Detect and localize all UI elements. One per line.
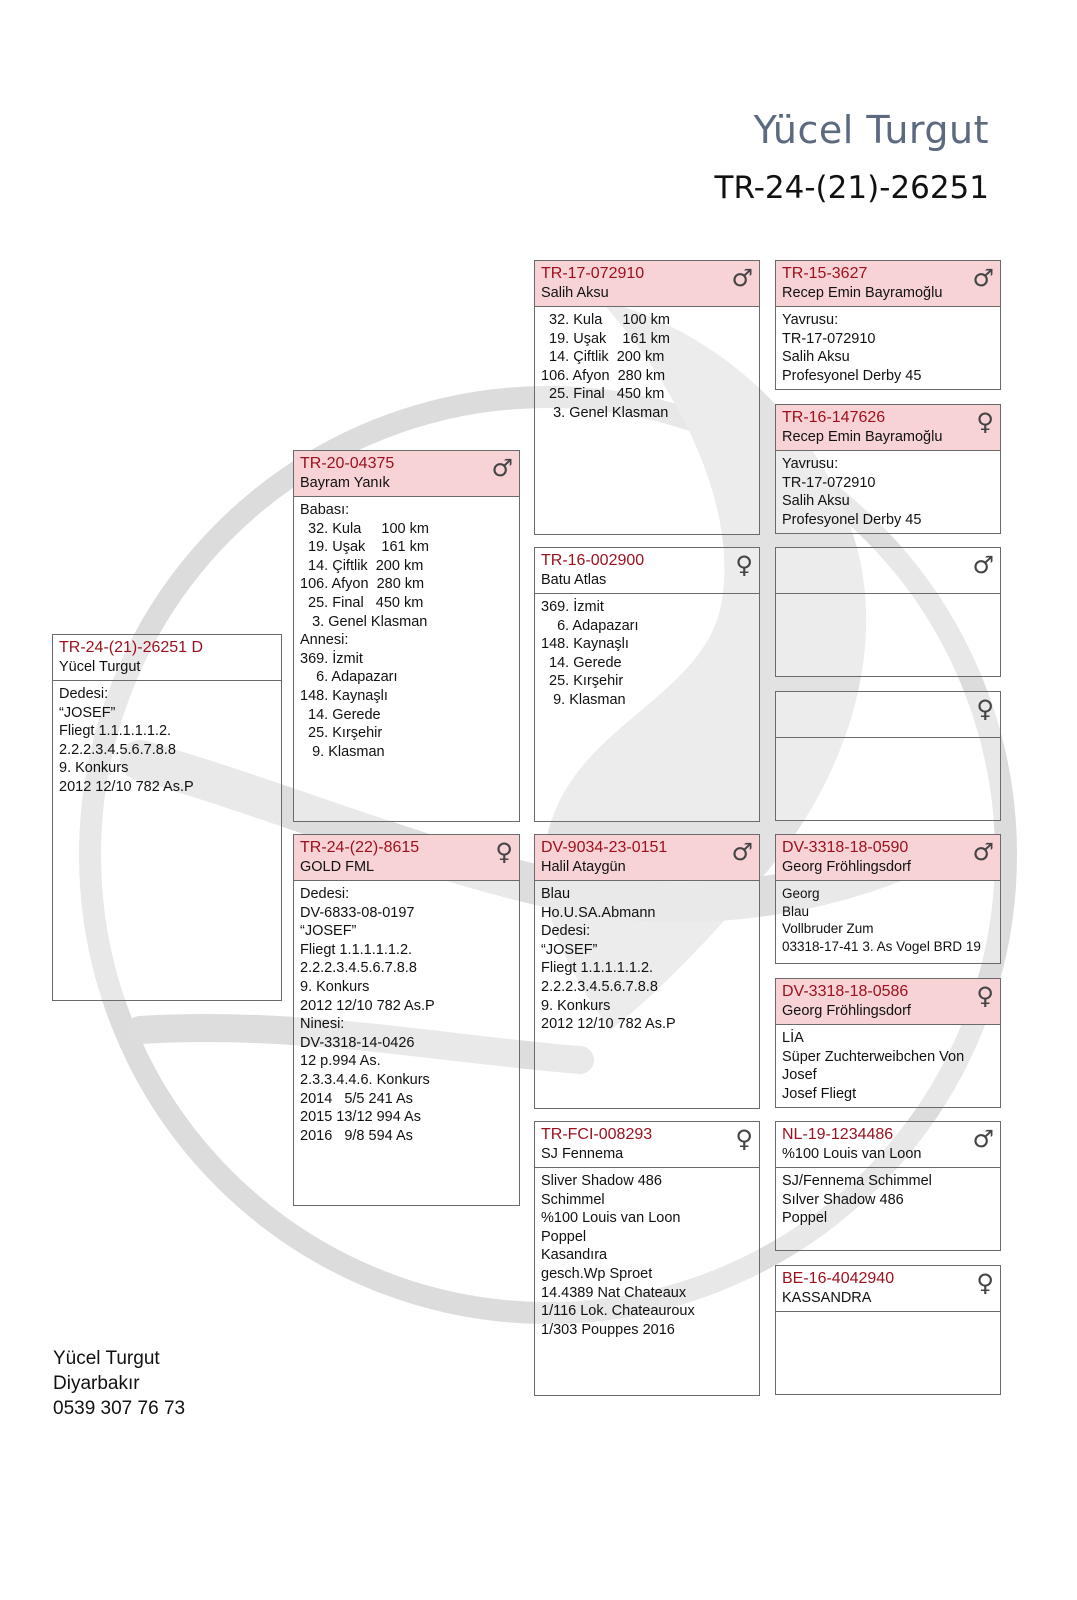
ring-number: TR-16-147626 [782, 409, 886, 426]
male-symbol-icon: ♂ [731, 838, 753, 866]
pedigree-card-sire-dam [534, 547, 760, 822]
owner-name: KASSANDRA [782, 1290, 872, 1306]
footer-phone: 0539 307 76 73 [53, 1398, 186, 1419]
card-details: 32. Kula 100 km 19. Uşak 161 km 14. Çiftlik 200 km 106. Afyon 280 km 25. Final 450 km 3. Genel Klasman [541, 312, 670, 421]
header-breeder-name: Yücel Turgut [753, 108, 989, 152]
pedigree-card-dam-dam [534, 1121, 760, 1396]
card-details: Babası: 32. Kula 100 km 19. Uşak 161 km 14. Çiftlik 200 km 106. Afyon 280 km 25. Final 450 km 3. Genel Klasman Annesi: 369. İzmit 6. Adapazarı 148. Kaynaşlı 14. Gerede 25. Kırşehir 9. Klasman [300, 502, 429, 760]
owner-name: Yücel Turgut [59, 659, 141, 675]
ring-number: TR-16-002900 [541, 552, 645, 569]
pedigree-card-sire-dam-dam [775, 691, 1001, 821]
owner-name: GOLD FML [300, 859, 375, 875]
owner-name: Georg Fröhlingsdorf [782, 859, 911, 875]
card-details: LİA Süper Zuchterweibchen Von Josef Josef Fliegt [782, 1030, 965, 1102]
male-symbol-icon: ♂ [972, 838, 994, 866]
pedigree-card-sire-sire-dam [775, 404, 1001, 534]
card-header [53, 635, 281, 681]
pedigree-card-dam-sire [534, 834, 760, 1109]
pedigree-card-dam-sire-sire [775, 834, 1001, 964]
ring-number: NL-19-1234486 [782, 1126, 894, 1143]
male-symbol-icon: ♂ [491, 454, 513, 482]
owner-name: SJ Fennema [541, 1146, 624, 1162]
ring-number: TR-17-072910 [541, 265, 645, 282]
card-details: Georg Blau Vollbruder Zum 03318-17-41 3. As Vogel BRD 19 [782, 886, 981, 954]
owner-name: %100 Louis van Loon [782, 1146, 922, 1162]
female-symbol-icon: ♀ [976, 695, 994, 723]
pedigree-card-subject [52, 634, 282, 1001]
card-header [776, 979, 1000, 1025]
pedigree-card-sire [293, 450, 520, 822]
male-symbol-icon: ♂ [972, 551, 994, 579]
footer-breeder-name: Yücel Turgut [53, 1348, 160, 1369]
card-details: Yavrusu: TR-17-072910 Salih Aksu Profesyonel Derby 45 [782, 456, 922, 528]
owner-name: Recep Emin Bayramoğlu [782, 429, 943, 445]
male-symbol-icon: ♂ [972, 264, 994, 292]
card-details: Blau Ho.U.SA.Abmann Dedesi: “JOSEF” Fliegt 1.1.1.1.1.2. 2.2.2.3.4.5.6.7.8.8 9. Konkurs 2012 12/10 782 As.P [541, 886, 676, 1033]
female-symbol-icon: ♀ [495, 838, 513, 866]
female-symbol-icon: ♀ [735, 1125, 753, 1153]
card-details: Sliver Shadow 486 Schimmel %100 Louis van Loon Poppel Kasandıra gesch.Wp Sproet 14.4389 Nat Chateaux 1/116 Lok. Chateauroux 1/303 Pouppes 2016 [541, 1173, 695, 1338]
card-details: Dedesi: DV-6833-08-0197 “JOSEF” Fliegt 1.1.1.1.1.2. 2.2.2.3.4.5.6.7.8.8 9. Konkurs 2012 12/10 782 As.P Ninesi: DV-3318-14-0426 12 p.994 As. 2.3.3.4.4.6. Konkurs 2014 5/5 241 As 2015 13/12 994 As 2016 9/8 594 As [300, 886, 435, 1144]
pedigree-card-dam-dam-sire [775, 1121, 1001, 1251]
card-details: SJ/Fennema Schimmel Sılver Shadow 486 Poppel [782, 1173, 932, 1227]
ring-number: TR-20-04375 [300, 455, 395, 472]
footer-city: Diyarbakır [53, 1373, 140, 1394]
female-symbol-icon: ♀ [735, 551, 753, 579]
ring-number: DV-3318-18-0590 [782, 839, 909, 856]
owner-name: Recep Emin Bayramoğlu [782, 285, 943, 301]
card-details: Dedesi: “JOSEF” Fliegt 1.1.1.1.1.2. 2.2.2.3.4.5.6.7.8.8 9. Konkurs 2012 12/10 782 As.P [59, 686, 194, 795]
pedigree-card-sire-sire [534, 260, 760, 535]
owner-name: Batu Atlas [541, 572, 607, 588]
owner-name: Bayram Yanık [300, 475, 390, 491]
card-header [294, 451, 519, 497]
card-details [776, 1312, 1000, 1320]
card-details: Yavrusu: TR-17-072910 Salih Aksu Profesyonel Derby 45 [782, 312, 922, 384]
pedigree-card-dam-dam-dam [775, 1265, 1001, 1395]
card-header [776, 261, 1000, 307]
header-ring-number: TR-24-(21)-26251 [714, 170, 989, 206]
ring-number: DV-3318-18-0586 [782, 983, 909, 1000]
card-header [535, 548, 759, 594]
pedigree-card-sire-sire-sire [775, 260, 1001, 390]
card-details: 369. İzmit 6. Adapazarı 148. Kaynaşlı 14. Gerede 25. Kırşehir 9. Klasman [541, 599, 639, 708]
ring-number: TR-15-3627 [782, 265, 868, 282]
card-header [535, 261, 759, 307]
card-header [776, 405, 1000, 451]
male-symbol-icon: ♂ [731, 264, 753, 292]
owner-name: Salih Aksu [541, 285, 609, 301]
pedigree-card-dam-sire-dam [775, 978, 1001, 1108]
pedigree-card-dam [293, 834, 520, 1206]
card-header [776, 835, 1000, 881]
ring-number: TR-FCI-008293 [541, 1126, 653, 1143]
ring-number: TR-24-(21)-26251 D [59, 639, 204, 656]
female-symbol-icon: ♀ [976, 982, 994, 1010]
card-header [776, 1122, 1000, 1168]
card-header [535, 835, 759, 881]
ring-number: BE-16-4042940 [782, 1270, 895, 1287]
male-symbol-icon: ♂ [972, 1125, 994, 1153]
footer-contact [53, 1346, 185, 1421]
female-symbol-icon: ♀ [976, 408, 994, 436]
card-header [776, 1266, 1000, 1312]
female-symbol-icon: ♀ [976, 1269, 994, 1297]
card-header [535, 1122, 759, 1168]
card-header [294, 835, 519, 881]
pedigree-card-sire-dam-sire [775, 547, 1001, 677]
card-details [776, 738, 1000, 746]
owner-name: Georg Fröhlingsdorf [782, 1003, 911, 1019]
card-header [776, 548, 1000, 594]
card-header [776, 692, 1000, 738]
ring-number: TR-24-(22)-8615 [300, 839, 420, 856]
card-details [776, 594, 1000, 602]
owner-name: Halil Ataygün [541, 859, 626, 875]
ring-number: DV-9034-23-0151 [541, 839, 668, 856]
